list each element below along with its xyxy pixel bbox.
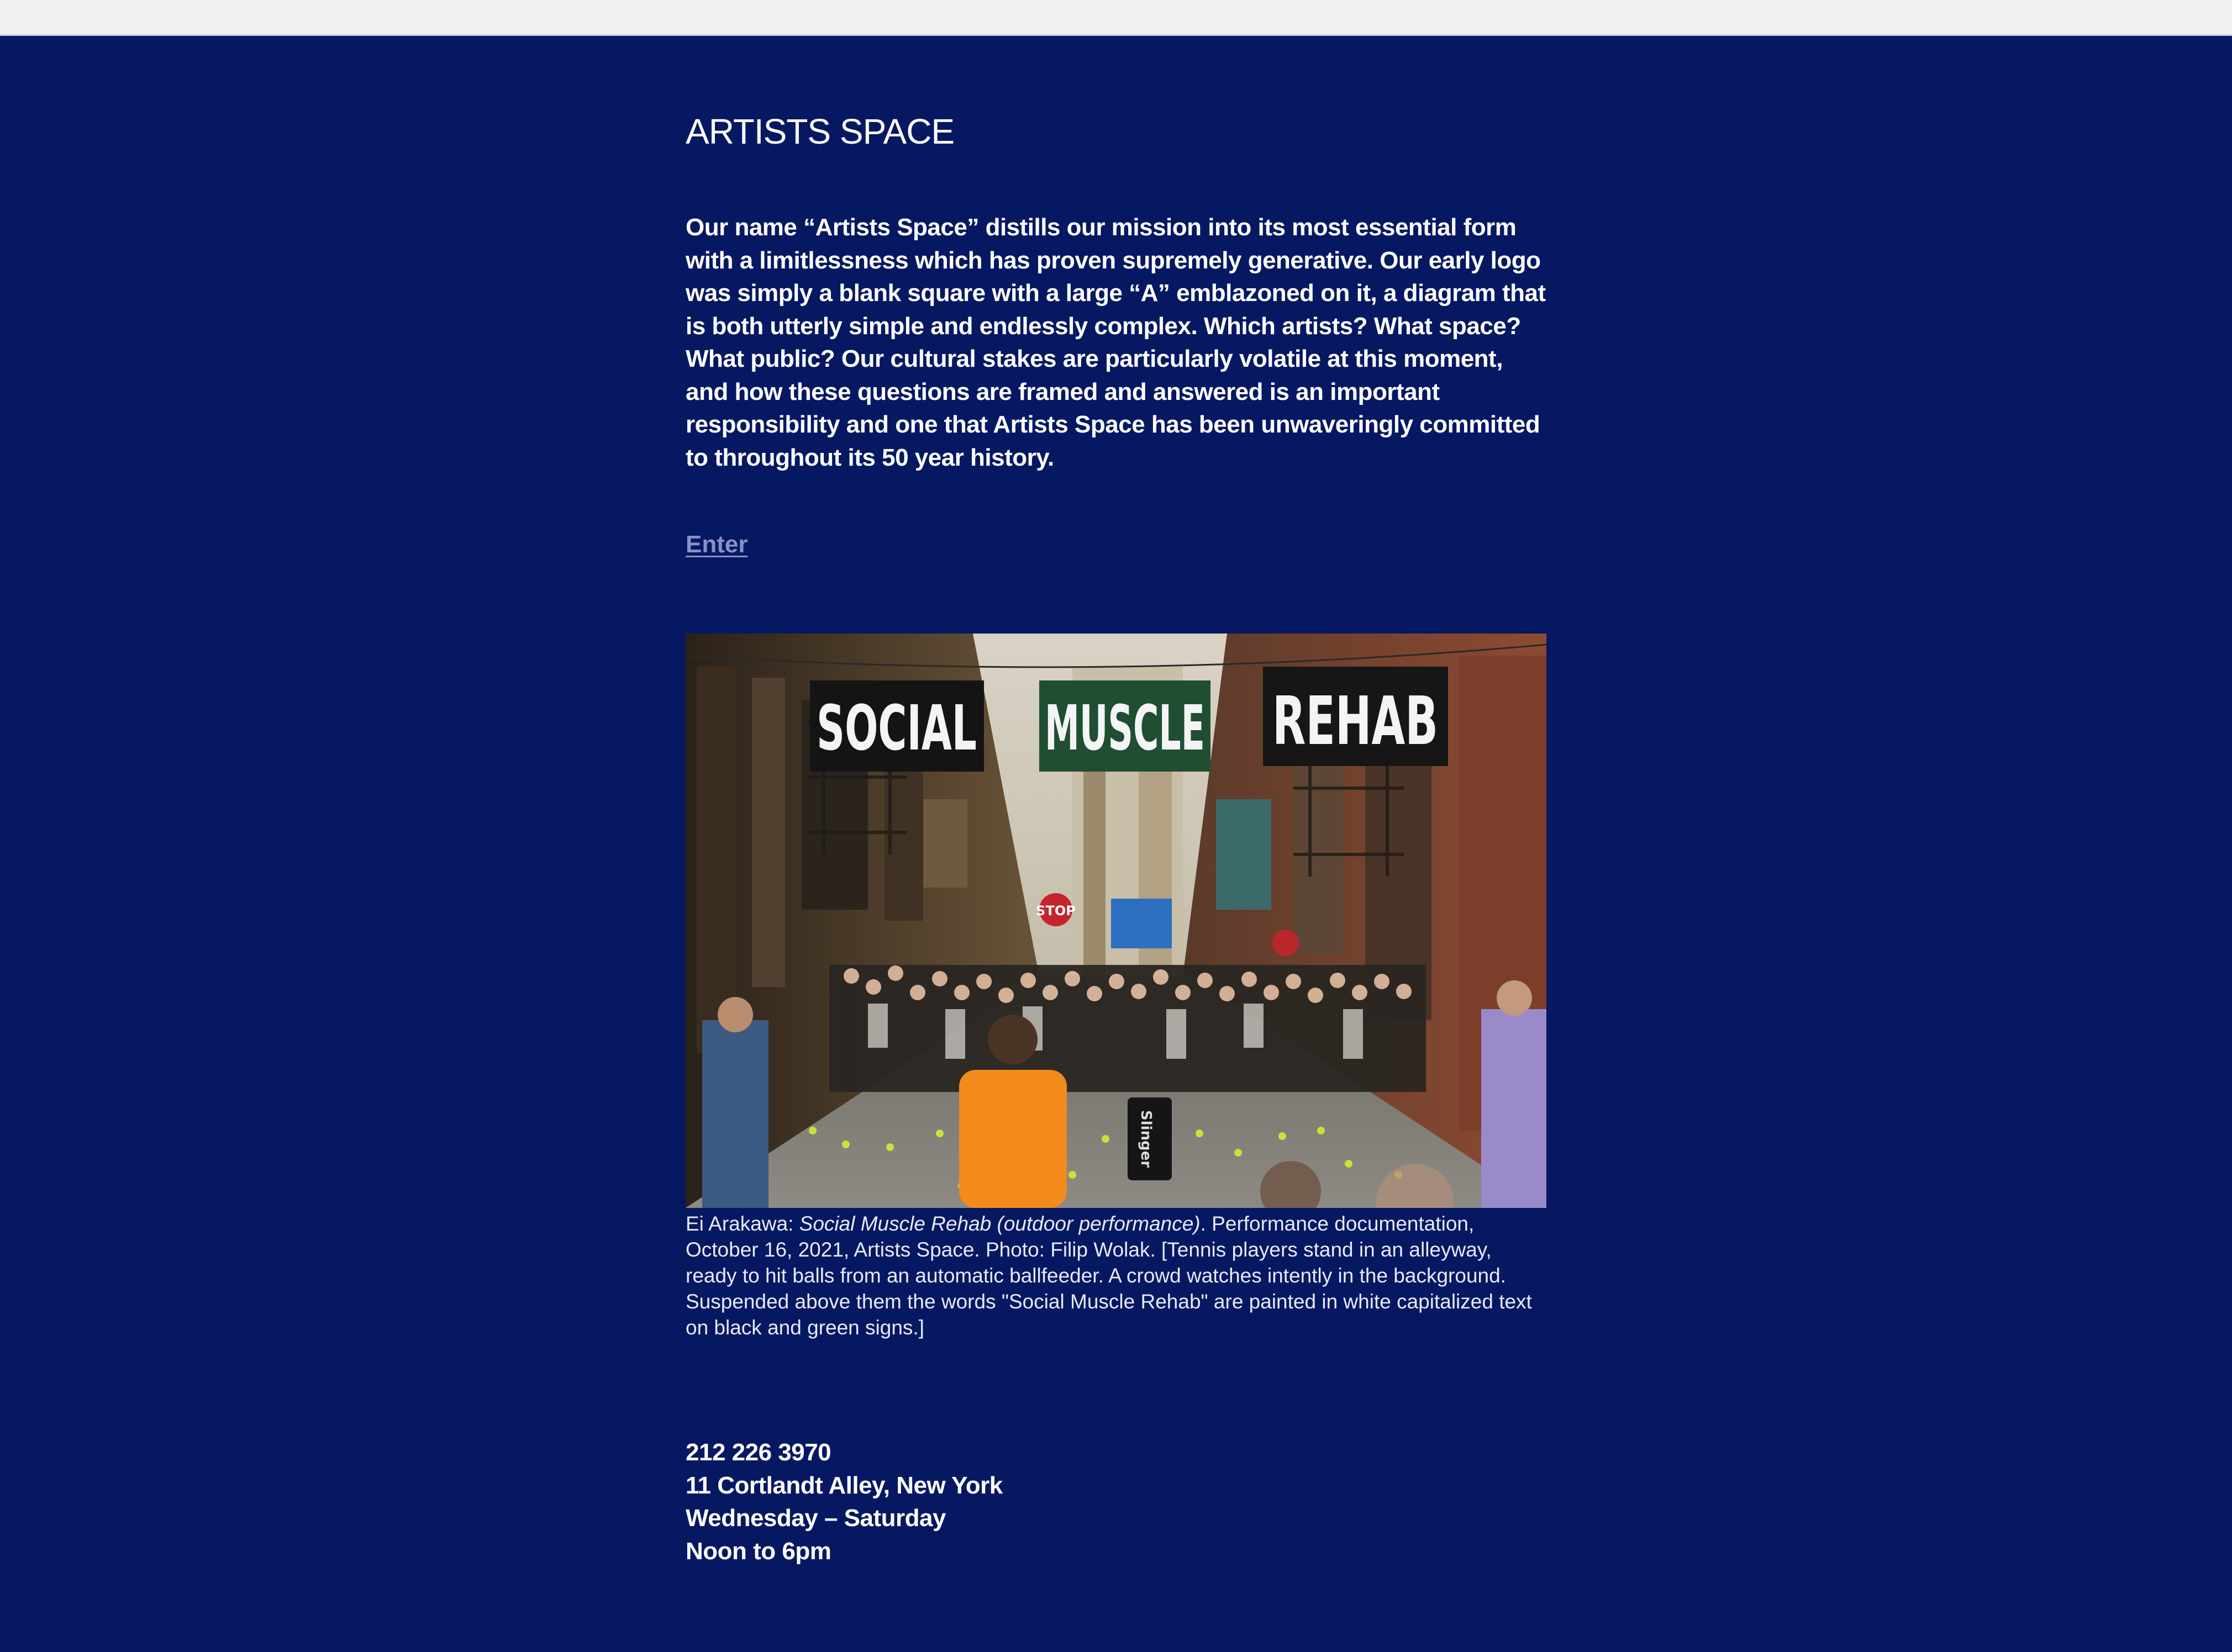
banner-muscle: MUSCLE bbox=[1045, 693, 1205, 764]
photo-caption bbox=[686, 1211, 1546, 1340]
phone-number: 212 226 3970 bbox=[686, 1439, 831, 1466]
opening-hours: Noon to 6pm bbox=[686, 1537, 831, 1565]
caption-work-title: Social Muscle Rehab (outdoor performance) bbox=[799, 1212, 1201, 1235]
opening-days: Wednesday – Saturday bbox=[686, 1505, 946, 1532]
caption-details: . Performance documentation, October 16, 2021, Artists Space. Photo: Filip Wolak. [Tennis players stand in an alleyway, ready to hit balls from an automatic ballfeeder. A crowd watches intently in the background. Suspended above them the words "Social Muscle Rehab" are painted in white capitalized text on black and green signs.] bbox=[686, 1212, 1532, 1339]
contact-info bbox=[686, 1436, 1003, 1567]
page bbox=[0, 36, 2232, 1652]
ball-machine-label: Slinger bbox=[1138, 1110, 1154, 1168]
enter-link[interactable]: Enter bbox=[686, 531, 748, 558]
banner-rehab: REHAB bbox=[1272, 683, 1438, 760]
site-title[interactable]: ARTISTS SPACE bbox=[686, 112, 955, 151]
stop-sign: STOP bbox=[1036, 903, 1076, 919]
address: 11 Cortlandt Alley, New York bbox=[686, 1471, 1003, 1499]
browser-top-strip bbox=[0, 0, 2232, 36]
exhibition-photo bbox=[686, 634, 1546, 1208]
mission-statement: Our name “Artists Space” distills our mission into its most essential form with a limitlessness which has proven supremely generative. Our early logo was simply a blank square with a large “A” emblazoned on it, a diagram that is both utterly simple and endlessly complex. Which artists? What space? What public? Our cultural stakes are particularly volatile at this moment, and how these questions are framed and answered is an important responsibility and one that Artists Space has been unwaveringly committed to throughout its 50 year history. bbox=[686, 214, 1546, 471]
banner-social: SOCIAL bbox=[817, 693, 977, 764]
caption-artist: Ei Arakawa: bbox=[686, 1212, 799, 1235]
